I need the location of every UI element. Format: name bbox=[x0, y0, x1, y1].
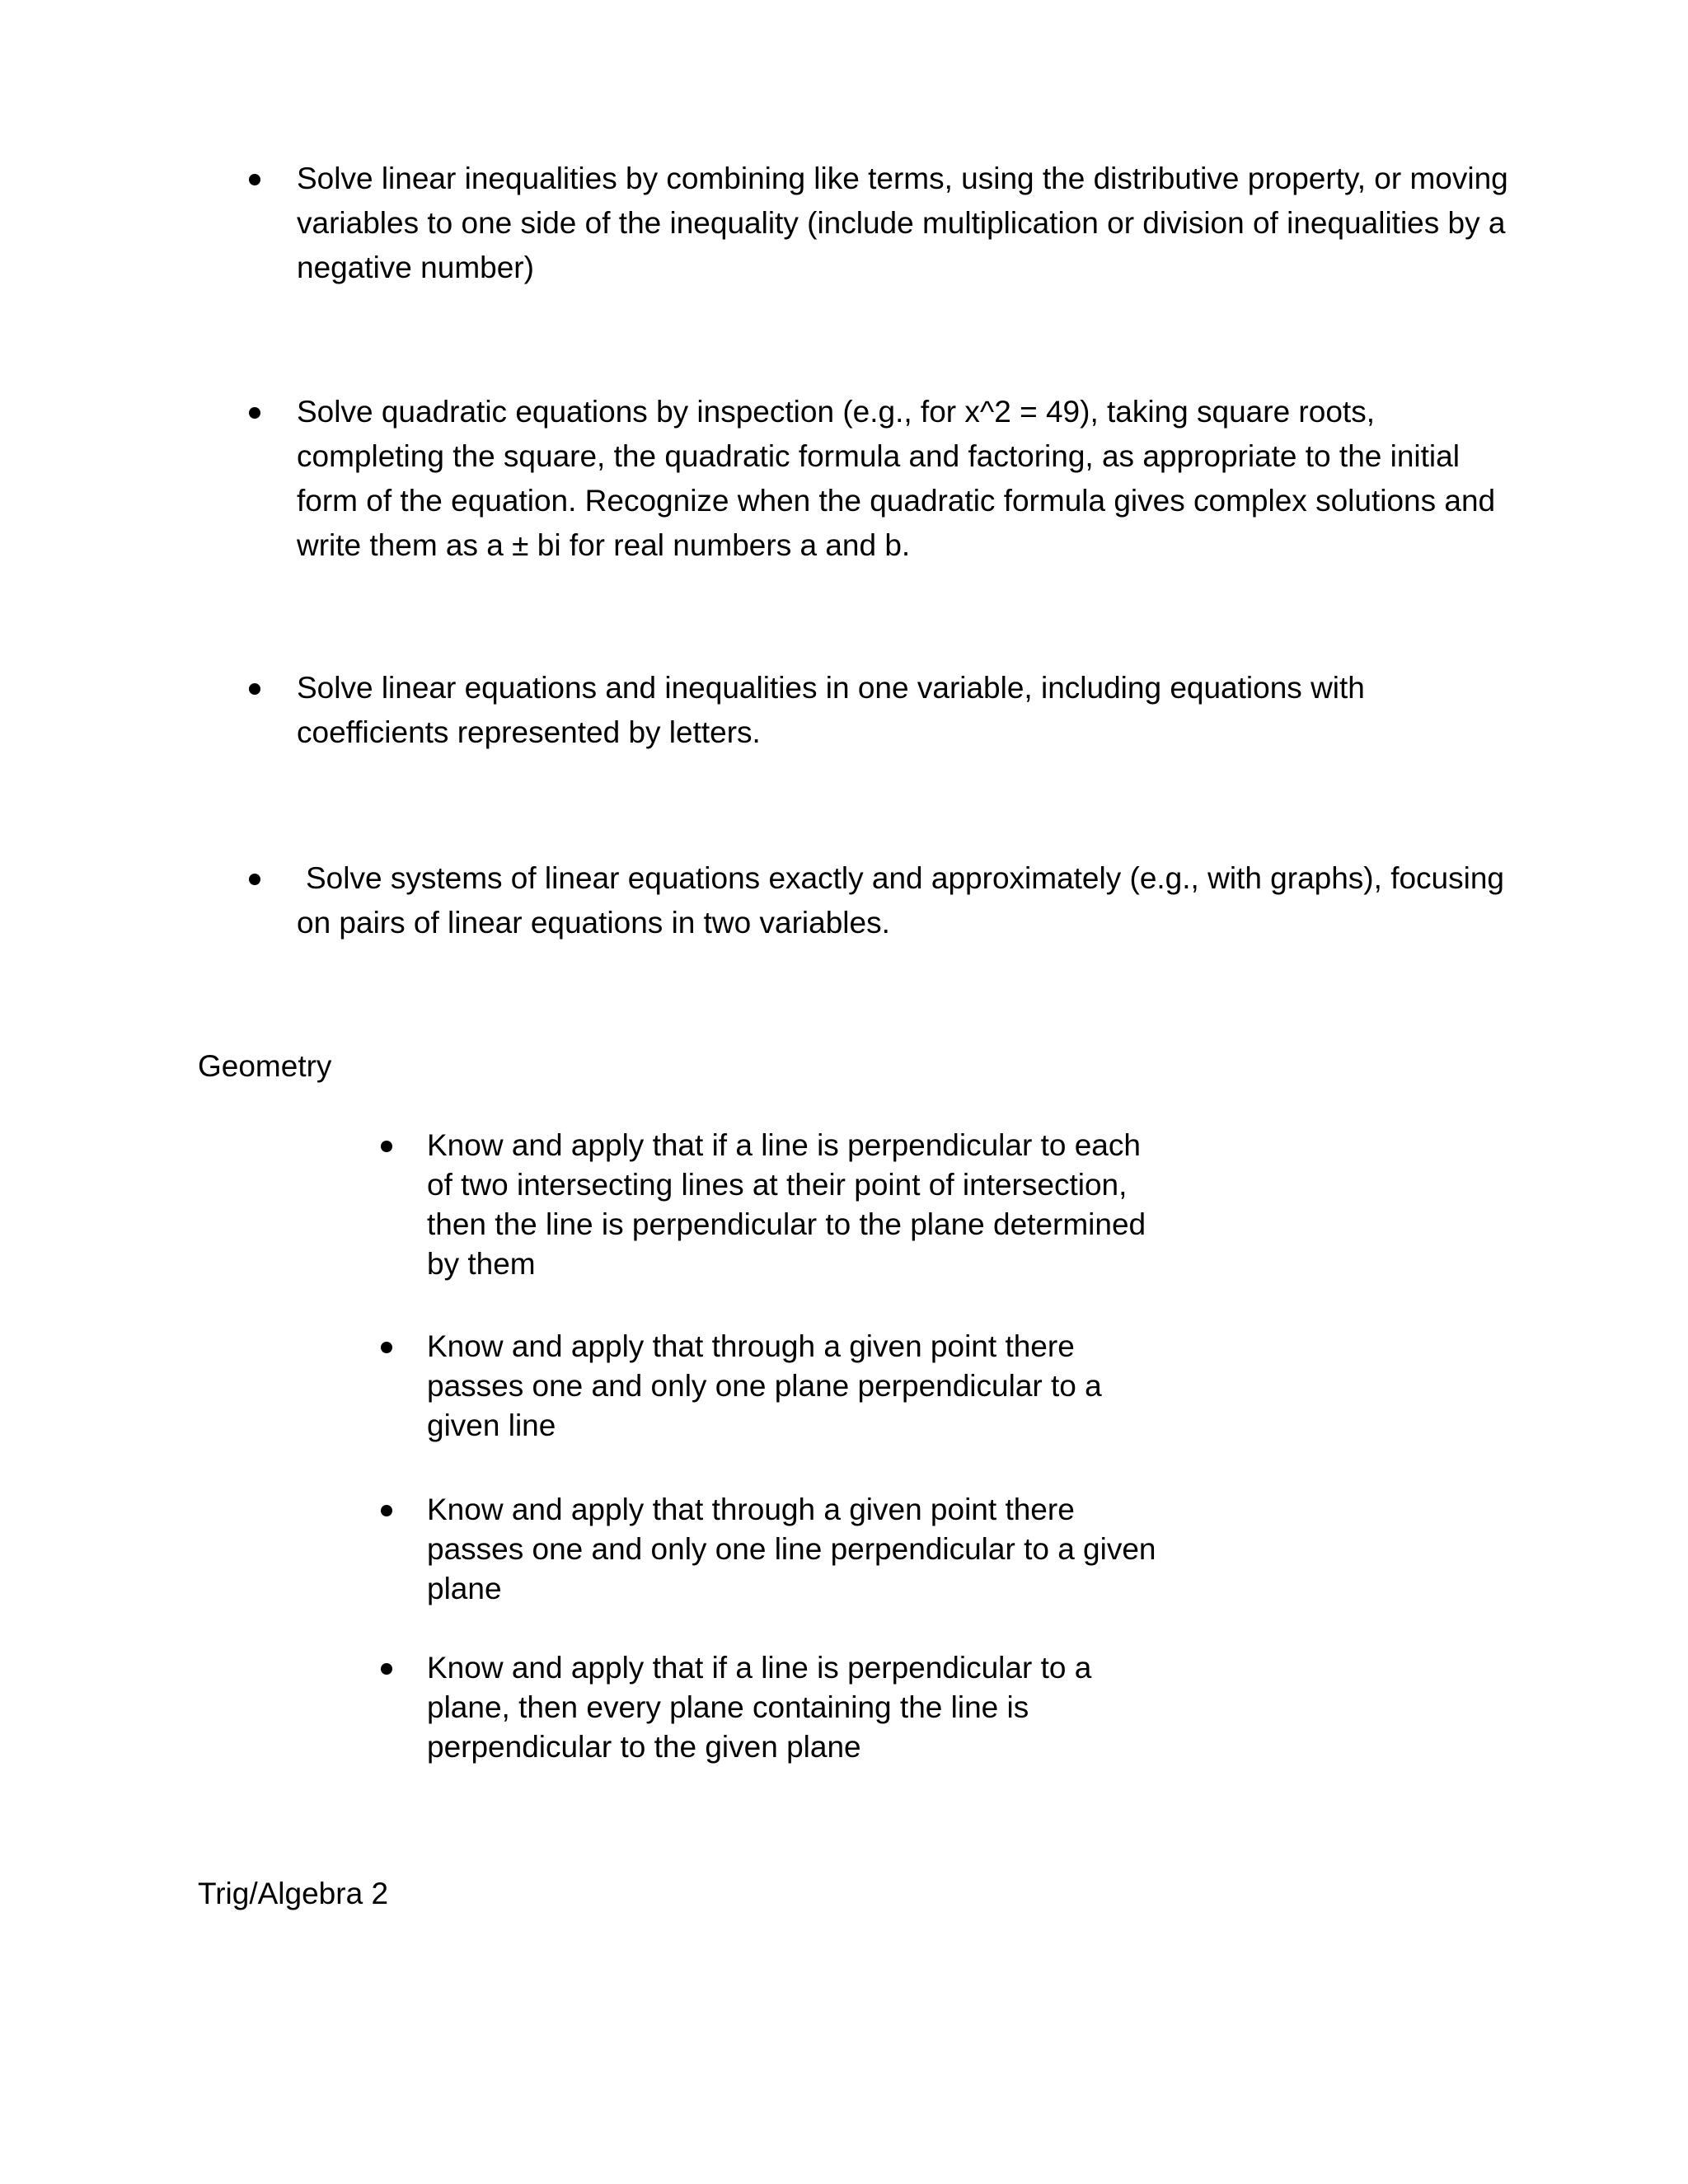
bullet-icon bbox=[249, 407, 260, 419]
bullet-icon bbox=[249, 174, 260, 185]
bullet-icon bbox=[249, 874, 260, 885]
list-item-text: Solve systems of linear equations exactly and approximately (e.g., with graphs), focusing on pairs of linear equations in two variables. bbox=[297, 861, 1505, 940]
list-item-text: Solve linear equations and inequalities in one variable, including equations with coefficients represented by letters. bbox=[297, 671, 1365, 749]
list-item-text: Solve linear inequalities by combining like terms, using the distributive property, or moving variables to one side of the inequality (include multiplication or division of inequalities by a negative number) bbox=[297, 162, 1508, 284]
bullet-icon bbox=[381, 1342, 392, 1353]
bullet-icon bbox=[381, 1663, 392, 1675]
bullet-icon bbox=[249, 683, 260, 695]
list-item-text: Know and apply that if a line is perpendicular to a plane, then every plane containing the line is perpendicular to the given plane bbox=[427, 1651, 1092, 1764]
list-item-text: Know and apply that through a given point there passes one and only one plane perpendicular to a given line bbox=[427, 1329, 1102, 1442]
list-item-text: Solve quadratic equations by inspection (e.g., for x^2 = 49), taking square roots, completing the square, the quadratic formula and factoring, as appropriate to the initial form of the equation. Recognize when the quadratic formula gives complex solutions and write them as a ± bi for real numbers a and b. bbox=[297, 395, 1496, 562]
bullet-icon bbox=[381, 1505, 392, 1516]
list-item-text: Know and apply that through a given point there passes one and only one line perpendicular to a given plane bbox=[427, 1493, 1156, 1605]
bullet-icon bbox=[381, 1141, 392, 1152]
section-heading-trig-algebra: Trig/Algebra 2 bbox=[198, 1877, 389, 1910]
section-heading-geometry: Geometry bbox=[198, 1049, 332, 1083]
list-item-text: Know and apply that if a line is perpendicular to each of two intersecting lines at their point of intersection, then the line is perpendicular to the plane determined by them bbox=[427, 1128, 1146, 1281]
